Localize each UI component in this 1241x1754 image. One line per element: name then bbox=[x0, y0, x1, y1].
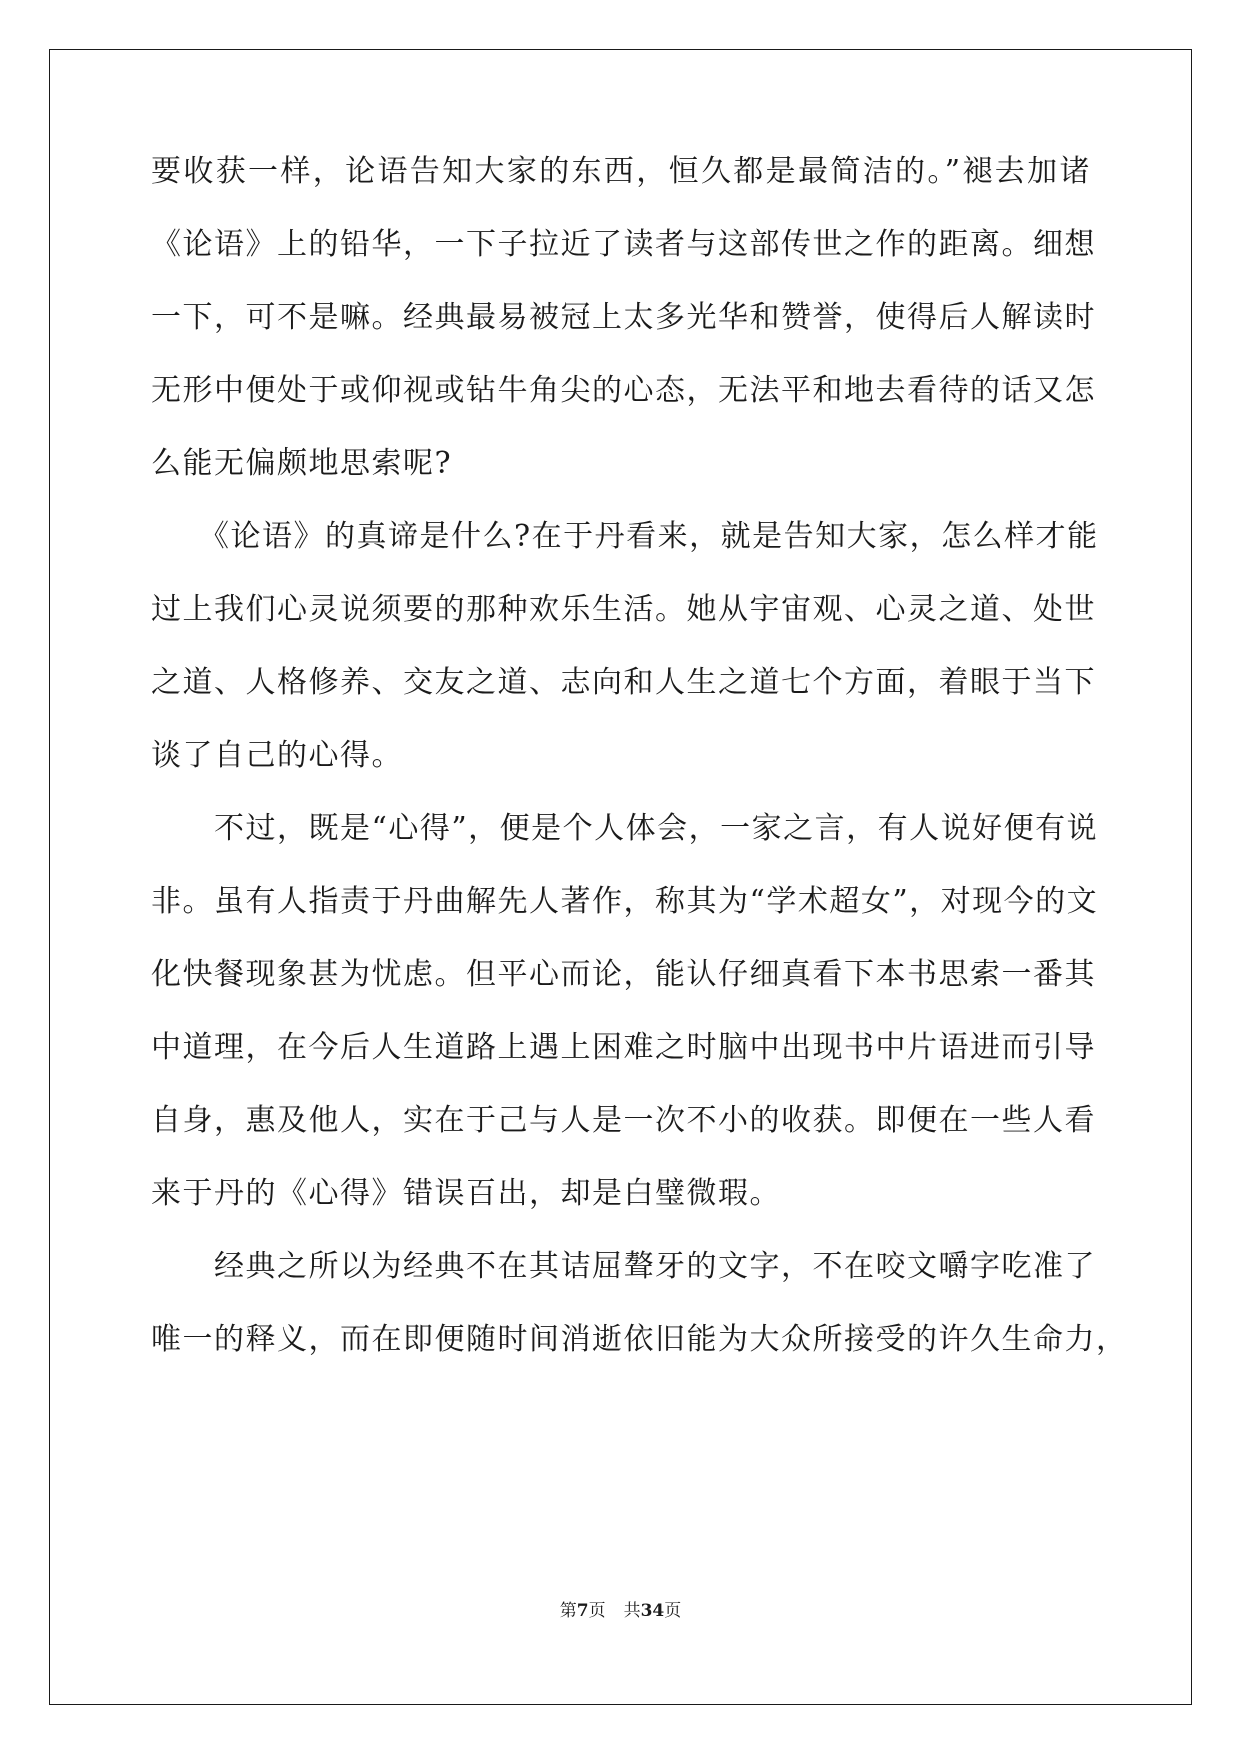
text-line: 来于丹的《心得》错误百出，却是白璧微瑕。 bbox=[151, 1176, 781, 1211]
text-line: 经典之所以为经典不在其诘屈聱牙的文字，不在咬文嚼字吃准了 bbox=[151, 1249, 1096, 1284]
text-line: 《论语》的真谛是什么?在于丹看来，就是告知大家，怎么样才能 bbox=[151, 519, 1099, 554]
footer-page-suffix: 页 bbox=[588, 1601, 606, 1621]
text-line: 唯一的释义，而在即便随时间消逝依旧能为大众所接受的许久生命力， bbox=[151, 1322, 1128, 1357]
text-line: 之道、人格修养、交友之道、志向和人生之道七个方面，着眼于当下 bbox=[151, 665, 1096, 700]
footer-prefix: 第 bbox=[559, 1601, 577, 1621]
text-line: 过上我们心灵说须要的那种欢乐生活。她从宇宙观、心灵之道、处世 bbox=[151, 592, 1096, 627]
text-line: 自身，惠及他人，实在于己与人是一次不小的收获。即便在一些人看 bbox=[151, 1103, 1096, 1138]
text-line: 化快餐现象甚为忧虑。但平心而论，能认仔细真看下本书思索一番其 bbox=[151, 957, 1096, 992]
text-line: 无形中便处于或仰视或钻牛角尖的心态，无法平和地去看待的话又怎 bbox=[151, 373, 1096, 408]
text-line: 一下，可不是嘛。经典最易被冠上太多光华和赞誉，使得后人解读时 bbox=[151, 300, 1096, 335]
text-line: 要收获一样，论语告知大家的东西，恒久都是最简洁的。”褪去加诸 bbox=[151, 154, 1091, 189]
total-pages-number: 34 bbox=[640, 1601, 665, 1621]
text-line: 么能无偏颇地思索呢? bbox=[151, 446, 453, 481]
text-line: 非。虽有人指责于丹曲解先人著作，称其为“学术超女”，对现今的文 bbox=[151, 884, 1099, 919]
footer-total-prefix: 共 bbox=[623, 1601, 641, 1621]
text-line: 谈了自己的心得。 bbox=[151, 738, 403, 773]
text-line: 中道理，在今后人生道路上遇上困难之时脑中出现书中片语进而引导 bbox=[151, 1030, 1096, 1065]
footer-total-suffix: 页 bbox=[664, 1601, 682, 1621]
text-line: 《论语》上的铅华，一下子拉近了读者与这部传世之作的距离。细想 bbox=[151, 227, 1096, 262]
text-line: 不过，既是“心得”，便是个人体会，一家之言，有人说好便有说 bbox=[151, 811, 1099, 846]
page-footer bbox=[0, 1596, 1241, 1621]
current-page-number: 7 bbox=[576, 1601, 589, 1621]
